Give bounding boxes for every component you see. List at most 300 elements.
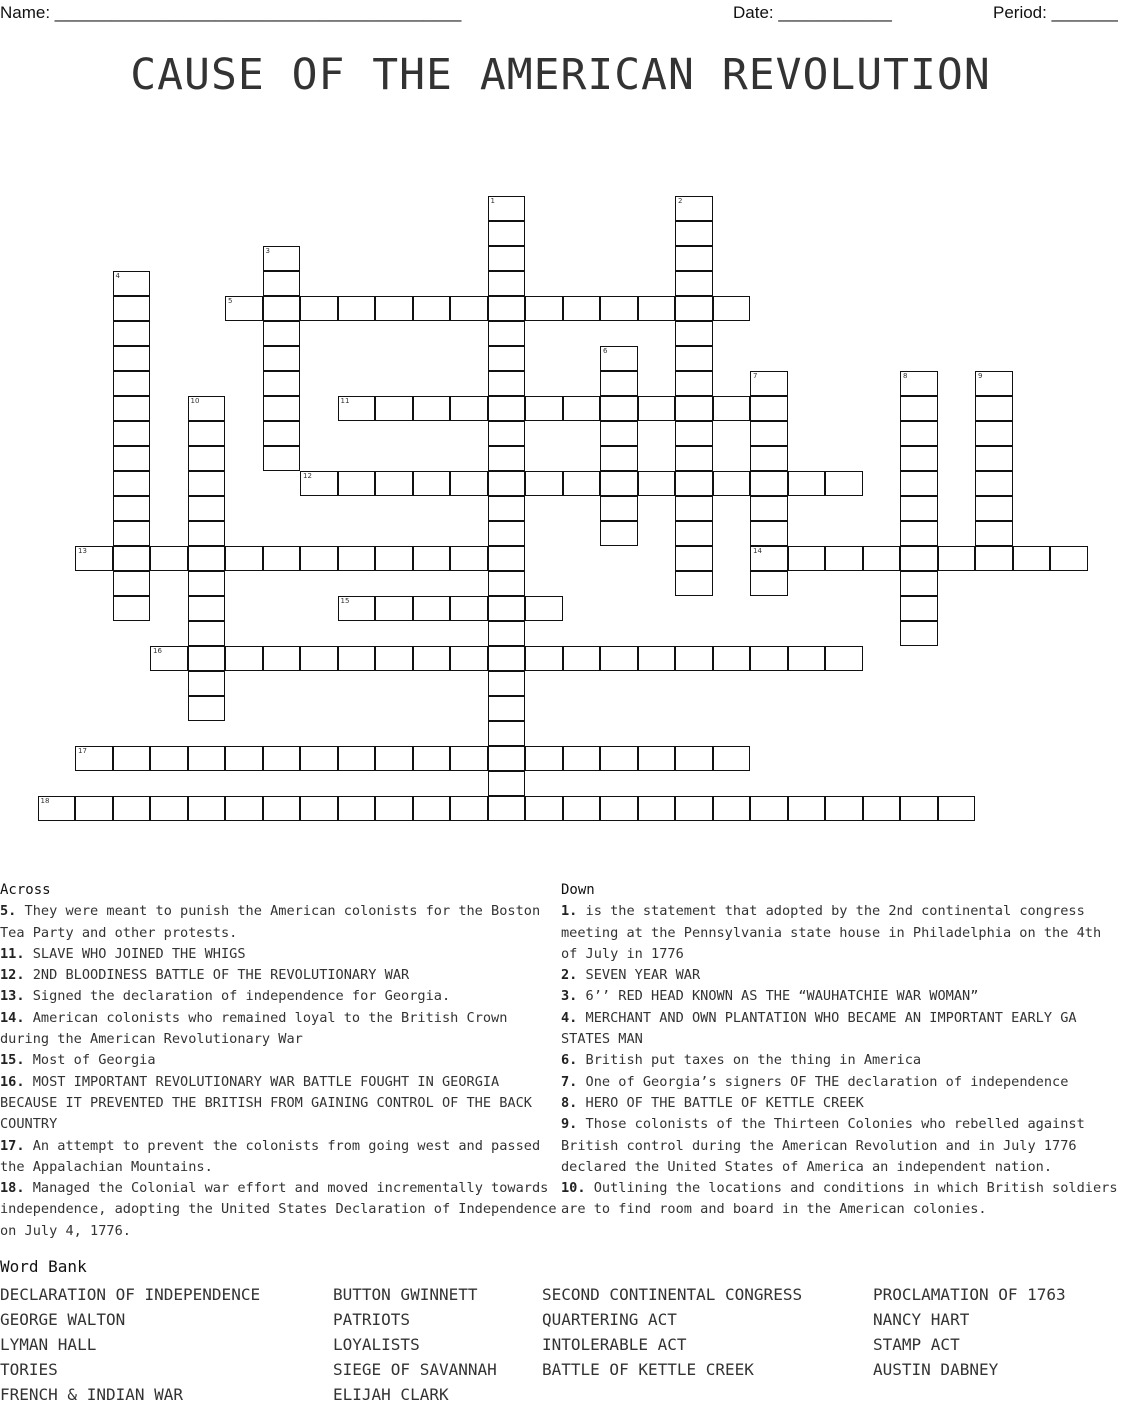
clue-item [0, 1072, 560, 1136]
clue-number: 16 [153, 647, 162, 655]
grid-cell[interactable] [675, 496, 713, 521]
grid-cell[interactable] [750, 421, 788, 446]
grid-cell[interactable] [713, 646, 751, 671]
grid-cell[interactable] [600, 396, 638, 421]
grid-cell[interactable] [488, 371, 526, 396]
grid-cell[interactable] [750, 521, 788, 546]
clue-item-number: 3. [561, 988, 578, 1005]
clue-item-number: 14. [0, 1009, 25, 1026]
grid-cell[interactable] [150, 546, 188, 571]
clue-item-number: 8. [561, 1094, 578, 1111]
grid-cell[interactable] [488, 571, 526, 596]
clue-item [0, 965, 560, 986]
grid-cell[interactable] [525, 646, 563, 671]
grid-cell[interactable] [900, 396, 938, 421]
grid-cell[interactable] [450, 596, 488, 621]
grid-cell[interactable] [900, 796, 938, 821]
grid-cell[interactable] [488, 421, 526, 446]
clue-item-text: Signed the declaration of independence for Georgia. [24, 988, 451, 1005]
grid-cell[interactable] [338, 471, 376, 496]
grid-cell[interactable] [675, 321, 713, 346]
across-clues [0, 880, 560, 1242]
page-title: CAUSE OF THE AMERICAN REVOLUTION [130, 50, 991, 100]
word-bank-item: NANCY HART [873, 1310, 970, 1329]
grid-cell[interactable] [788, 646, 826, 671]
grid-cell[interactable] [713, 746, 751, 771]
grid-cell[interactable] [300, 546, 338, 571]
grid-cell[interactable] [900, 571, 938, 596]
grid-cell[interactable] [525, 796, 563, 821]
down-heading: Down [561, 882, 595, 898]
clue-item [561, 986, 1121, 1007]
grid-cell[interactable] [563, 646, 601, 671]
grid-cell[interactable] [300, 646, 338, 671]
grid-cell[interactable] [263, 446, 301, 471]
grid-cell[interactable] [525, 471, 563, 496]
grid-cell[interactable] [750, 571, 788, 596]
grid-cell[interactable] [488, 321, 526, 346]
grid-cell[interactable] [225, 796, 263, 821]
grid-cell[interactable] [113, 296, 151, 321]
grid-cell[interactable] [375, 546, 413, 571]
clue-item-text: An attempt to prevent the colonists from going west and passed the Appalachian Mountains. [0, 1137, 541, 1175]
word-bank-column [542, 1282, 802, 1382]
grid-cell[interactable] [263, 321, 301, 346]
grid-cell[interactable] [113, 446, 151, 471]
across-heading: Across [0, 882, 51, 898]
grid-cell[interactable] [113, 371, 151, 396]
word-bank-item: LOYALISTS [333, 1335, 420, 1354]
grid-cell[interactable] [863, 546, 901, 571]
clue-number: 10 [190, 397, 200, 405]
clue-item-text: 2ND BLOODINESS BATTLE OF THE REVOLUTIONARY WAR [24, 967, 410, 984]
word-bank-item: STAMP ACT [873, 1335, 960, 1354]
grid-cell[interactable] [375, 646, 413, 671]
grid-cell[interactable] [900, 621, 938, 646]
grid-cell[interactable] [113, 421, 151, 446]
grid-cell[interactable] [525, 296, 563, 321]
grid-cell[interactable] [975, 396, 1013, 421]
grid-cell[interactable] [713, 396, 751, 421]
word-bank-title: Word Bank [0, 1257, 87, 1276]
grid-cell[interactable] [413, 296, 451, 321]
grid-cell[interactable] [600, 646, 638, 671]
grid-cell[interactable] [750, 496, 788, 521]
grid-cell[interactable] [488, 296, 526, 321]
grid-cell[interactable] [263, 396, 301, 421]
grid-cell[interactable] [563, 396, 601, 421]
clue-number: 7 [753, 372, 758, 380]
grid-cell[interactable] [600, 371, 638, 396]
grid-cell[interactable] [488, 246, 526, 271]
grid-cell[interactable] [675, 271, 713, 296]
clue-item-number: 11. [0, 945, 25, 962]
grid-cell[interactable] [563, 296, 601, 321]
word-bank-item: PROCLAMATION OF 1763 [873, 1285, 1066, 1304]
word-bank-item: BUTTON GWINNETT [333, 1285, 478, 1304]
clue-item-text: is the statement that adopted by the 2nd continental congress meeting at the Pennsylvania state house in Philadelphia on the 4th of July in 1776 [561, 903, 1102, 962]
grid-cell[interactable] [750, 396, 788, 421]
grid-cell[interactable] [900, 521, 938, 546]
grid-cell[interactable] [450, 546, 488, 571]
grid-cell[interactable] [600, 496, 638, 521]
grid-cell[interactable] [975, 521, 1013, 546]
clue-item-text: They were meant to punish the American colonists for the Boston Tea Party and other protests. [0, 903, 541, 941]
clue-item [561, 965, 1121, 986]
grid-cell[interactable] [975, 546, 1013, 571]
clue-item-text: HERO OF THE BATTLE OF KETTLE CREEK [577, 1094, 864, 1111]
grid-cell[interactable] [413, 646, 451, 671]
grid-cell[interactable] [825, 471, 863, 496]
clue-item-number: 13. [0, 988, 25, 1005]
word-bank-item: LYMAN HALL [0, 1335, 97, 1354]
clue-number: 5 [228, 297, 233, 305]
clue-item-number: 18. [0, 1180, 25, 1197]
clue-item [561, 1093, 1121, 1114]
grid-cell[interactable] [600, 421, 638, 446]
grid-cell[interactable] [713, 796, 751, 821]
grid-cell[interactable] [113, 546, 151, 571]
word-bank-item: ELIJAH CLARK [333, 1385, 449, 1404]
grid-cell[interactable] [488, 521, 526, 546]
clue-item-text: MOST IMPORTANT REVOLUTIONARY WAR BATTLE FOUGHT IN GEORGIA BECAUSE IT PREVENTED THE BRITISH FROM GAINING CONTROL OF THE BACK COUNTRY [0, 1073, 532, 1133]
clue-number: 17 [78, 747, 87, 755]
clue-number: 4 [115, 272, 120, 280]
grid-cell[interactable] [825, 796, 863, 821]
grid-cell[interactable] [488, 596, 526, 621]
word-bank-item: PATRIOTS [333, 1310, 411, 1329]
grid-cell[interactable] [525, 746, 563, 771]
grid-cell[interactable] [188, 746, 226, 771]
grid-cell[interactable] [150, 746, 188, 771]
grid-cell[interactable] [713, 471, 751, 496]
grid-cell[interactable] [413, 546, 451, 571]
word-bank-item: BATTLE OF KETTLE CREEK [542, 1360, 754, 1379]
grid-cell[interactable] [488, 646, 526, 671]
grid-cell[interactable] [600, 746, 638, 771]
grid-cell[interactable] [600, 296, 638, 321]
clue-item-number: 9. [561, 1116, 578, 1133]
grid-cell[interactable] [375, 796, 413, 821]
grid-cell[interactable] [675, 796, 713, 821]
grid-cell[interactable] [900, 421, 938, 446]
grid-cell[interactable] [263, 421, 301, 446]
grid-cell[interactable] [675, 446, 713, 471]
grid-cell[interactable] [263, 546, 301, 571]
word-bank-column [873, 1282, 1066, 1382]
grid-cell[interactable] [750, 796, 788, 821]
grid-cell[interactable] [825, 646, 863, 671]
clue-item [0, 1008, 560, 1051]
grid-cell[interactable] [638, 746, 676, 771]
grid-cell[interactable] [675, 571, 713, 596]
word-bank-column [0, 1282, 260, 1407]
grid-cell[interactable] [675, 371, 713, 396]
clue-item-text: MERCHANT AND OWN PLANTATION WHO BECAME AN IMPORTANT EARLY GA STATES MAN [561, 1009, 1077, 1048]
grid-cell[interactable] [488, 221, 526, 246]
grid-cell[interactable] [263, 371, 301, 396]
grid-cell[interactable] [788, 796, 826, 821]
clue-number: 11 [340, 397, 350, 405]
date-field-label: Date: ____________ [733, 3, 892, 22]
grid-cell[interactable] [638, 471, 676, 496]
grid-cell[interactable] [113, 746, 151, 771]
grid-cell[interactable] [900, 446, 938, 471]
grid-cell[interactable] [788, 471, 826, 496]
grid-cell[interactable] [150, 796, 188, 821]
name-field-label: Name: ___________________________________________ [0, 3, 462, 22]
grid-cell[interactable] [750, 471, 788, 496]
grid-cell[interactable] [113, 346, 151, 371]
grid-cell[interactable] [450, 471, 488, 496]
clue-item-number: 2. [561, 967, 578, 984]
word-bank-column [333, 1282, 497, 1407]
grid-cell[interactable] [675, 471, 713, 496]
grid-cell[interactable] [450, 396, 488, 421]
grid-cell[interactable] [600, 521, 638, 546]
clue-number: 1 [490, 197, 495, 205]
clue-item-text: 6’’ RED HEAD KNOWN AS THE “WAUHATCHIE WAR WOMAN” [577, 988, 979, 1005]
grid-cell[interactable] [975, 471, 1013, 496]
grid-cell[interactable] [450, 296, 488, 321]
word-bank-item: INTOLERABLE ACT [542, 1335, 687, 1354]
clue-number: 18 [40, 797, 50, 805]
clue-item [561, 1114, 1121, 1178]
grid-cell[interactable] [413, 396, 451, 421]
grid-cell[interactable] [188, 471, 226, 496]
clue-item-text: British put taxes on the thing in America [577, 1052, 922, 1069]
grid-cell[interactable] [488, 496, 526, 521]
grid-cell[interactable] [488, 771, 526, 796]
grid-cell[interactable] [900, 546, 938, 571]
grid-cell[interactable] [450, 796, 488, 821]
grid-cell[interactable] [188, 596, 226, 621]
grid-cell[interactable] [600, 471, 638, 496]
grid-cell[interactable] [113, 796, 151, 821]
grid-cell[interactable] [488, 746, 526, 771]
grid-cell[interactable] [413, 796, 451, 821]
clue-item [561, 1072, 1121, 1093]
grid-cell[interactable] [188, 446, 226, 471]
clue-number: 14 [753, 547, 762, 555]
grid-cell[interactable] [975, 446, 1013, 471]
grid-cell[interactable] [638, 296, 676, 321]
clue-item-number: 12. [0, 967, 25, 984]
grid-cell[interactable] [563, 796, 601, 821]
grid-cell[interactable] [413, 746, 451, 771]
grid-cell[interactable] [488, 671, 526, 696]
grid-cell[interactable] [225, 646, 263, 671]
clue-item-text: Managed the Colonial war effort and moved incrementally towards independence, adopting the United States Declaration of Independence on July 4, 1776. [0, 1180, 557, 1239]
clue-item [0, 1178, 560, 1242]
grid-cell[interactable] [113, 396, 151, 421]
grid-cell[interactable] [488, 721, 526, 746]
down-clues [561, 880, 1121, 1221]
grid-cell[interactable] [825, 546, 863, 571]
word-bank-item: SECOND CONTINENTAL CONGRESS [542, 1285, 803, 1304]
grid-cell[interactable] [263, 271, 301, 296]
grid-cell[interactable] [113, 596, 151, 621]
grid-cell[interactable] [300, 746, 338, 771]
grid-cell[interactable] [750, 646, 788, 671]
clue-item-text: American colonists who remained loyal to the British Crown during the American Revolutionary War [0, 1009, 508, 1048]
grid-cell[interactable] [225, 746, 263, 771]
grid-cell[interactable] [1013, 546, 1051, 571]
grid-cell[interactable] [338, 546, 376, 571]
grid-cell[interactable] [413, 471, 451, 496]
grid-cell[interactable] [263, 646, 301, 671]
grid-cell[interactable] [675, 346, 713, 371]
clue-number: 12 [303, 472, 312, 480]
grid-cell[interactable] [488, 471, 526, 496]
grid-cell[interactable] [225, 546, 263, 571]
grid-cell[interactable] [300, 796, 338, 821]
grid-cell[interactable] [413, 596, 451, 621]
grid-cell[interactable] [788, 546, 826, 571]
grid-cell[interactable] [675, 221, 713, 246]
grid-cell[interactable] [338, 796, 376, 821]
grid-cell[interactable] [450, 646, 488, 671]
clue-item-number: 16. [0, 1073, 25, 1090]
clue-item [561, 1008, 1121, 1051]
grid-cell[interactable] [938, 546, 976, 571]
grid-cell[interactable] [675, 421, 713, 446]
grid-cell[interactable] [713, 296, 751, 321]
clue-item-text: Most of Georgia [24, 1052, 156, 1069]
grid-cell[interactable] [188, 496, 226, 521]
grid-cell[interactable] [675, 746, 713, 771]
clue-item-text: Those colonists of the Thirteen Colonies who rebelled against British control during the American Revolution and in July 1776 declared the United States of America an independent nation. [561, 1116, 1085, 1175]
grid-cell[interactable] [900, 471, 938, 496]
grid-cell[interactable] [375, 396, 413, 421]
grid-cell[interactable] [563, 746, 601, 771]
grid-cell[interactable] [675, 646, 713, 671]
grid-cell[interactable] [188, 571, 226, 596]
grid-cell[interactable] [113, 471, 151, 496]
grid-cell[interactable] [675, 246, 713, 271]
grid-cell[interactable] [338, 646, 376, 671]
grid-cell[interactable] [450, 746, 488, 771]
grid-cell[interactable] [488, 446, 526, 471]
clue-item [561, 1050, 1121, 1071]
grid-cell[interactable] [675, 396, 713, 421]
grid-cell[interactable] [488, 546, 526, 571]
clue-item-text: One of Georgia’s signers OF THE declaration of independence [577, 1073, 1069, 1090]
grid-cell[interactable] [488, 796, 526, 821]
grid-cell[interactable] [375, 296, 413, 321]
grid-cell[interactable] [900, 596, 938, 621]
grid-cell[interactable] [113, 571, 151, 596]
grid-cell[interactable] [188, 796, 226, 821]
grid-cell[interactable] [1050, 546, 1088, 571]
clue-item [0, 986, 560, 1007]
grid-cell[interactable] [188, 521, 226, 546]
grid-cell[interactable] [525, 596, 563, 621]
clue-number: 9 [978, 372, 983, 380]
grid-cell[interactable] [488, 621, 526, 646]
grid-cell[interactable] [975, 421, 1013, 446]
grid-cell[interactable] [300, 296, 338, 321]
clue-number: 8 [903, 372, 908, 380]
grid-cell[interactable] [375, 596, 413, 621]
grid-cell[interactable] [188, 546, 226, 571]
grid-cell[interactable] [375, 746, 413, 771]
clue-item-number: 15. [0, 1052, 25, 1069]
grid-cell[interactable] [488, 396, 526, 421]
grid-cell[interactable] [638, 796, 676, 821]
grid-cell[interactable] [263, 746, 301, 771]
grid-cell[interactable] [263, 796, 301, 821]
grid-cell[interactable] [600, 796, 638, 821]
clue-item-number: 5. [0, 903, 17, 920]
grid-cell[interactable] [563, 471, 601, 496]
grid-cell[interactable] [188, 421, 226, 446]
clue-item-text: SEVEN YEAR WAR [577, 967, 701, 984]
grid-cell[interactable] [638, 646, 676, 671]
grid-cell[interactable] [188, 671, 226, 696]
clue-number: 2 [678, 197, 683, 205]
clue-item-number: 1. [561, 903, 578, 920]
grid-cell[interactable] [675, 521, 713, 546]
clue-item-number: 6. [561, 1052, 578, 1069]
grid-cell[interactable] [863, 796, 901, 821]
grid-cell[interactable] [113, 496, 151, 521]
grid-cell[interactable] [263, 296, 301, 321]
grid-cell[interactable] [375, 471, 413, 496]
grid-cell[interactable] [338, 296, 376, 321]
word-bank-item: AUSTIN DABNEY [873, 1360, 999, 1379]
period-field-label: Period: _______ [993, 3, 1118, 22]
clue-item [0, 1050, 560, 1071]
grid-cell[interactable] [600, 446, 638, 471]
clue-item-number: 7. [561, 1073, 578, 1090]
grid-cell[interactable] [188, 696, 226, 721]
grid-cell[interactable] [488, 696, 526, 721]
grid-cell[interactable] [113, 321, 151, 346]
word-bank-item: QUARTERING ACT [542, 1310, 677, 1329]
word-bank-item: FRENCH & INDIAN WAR [0, 1385, 184, 1404]
grid-cell[interactable] [75, 796, 113, 821]
clue-number: 15 [340, 597, 350, 605]
grid-cell[interactable] [488, 271, 526, 296]
clue-item [0, 944, 560, 965]
clue-number: 6 [603, 347, 608, 355]
clue-item-number: 17. [0, 1137, 25, 1154]
grid-cell[interactable] [488, 346, 526, 371]
grid-cell[interactable] [900, 496, 938, 521]
clue-item [561, 1178, 1121, 1221]
clue-item [0, 901, 560, 944]
grid-cell[interactable] [638, 396, 676, 421]
grid-cell[interactable] [750, 446, 788, 471]
grid-cell[interactable] [188, 621, 226, 646]
grid-cell[interactable] [938, 796, 976, 821]
grid-cell[interactable] [975, 496, 1013, 521]
word-bank-item: TORIES [0, 1360, 58, 1379]
grid-cell[interactable] [263, 346, 301, 371]
grid-cell[interactable] [675, 296, 713, 321]
clue-item [0, 1136, 560, 1179]
grid-cell[interactable] [188, 646, 226, 671]
grid-cell[interactable] [113, 521, 151, 546]
grid-cell[interactable] [338, 746, 376, 771]
clue-item-number: 10. [561, 1180, 586, 1197]
grid-cell[interactable] [525, 396, 563, 421]
clue-number: 13 [78, 547, 87, 555]
clue-number: 3 [265, 247, 270, 255]
grid-cell[interactable] [675, 546, 713, 571]
clue-item [561, 901, 1121, 965]
